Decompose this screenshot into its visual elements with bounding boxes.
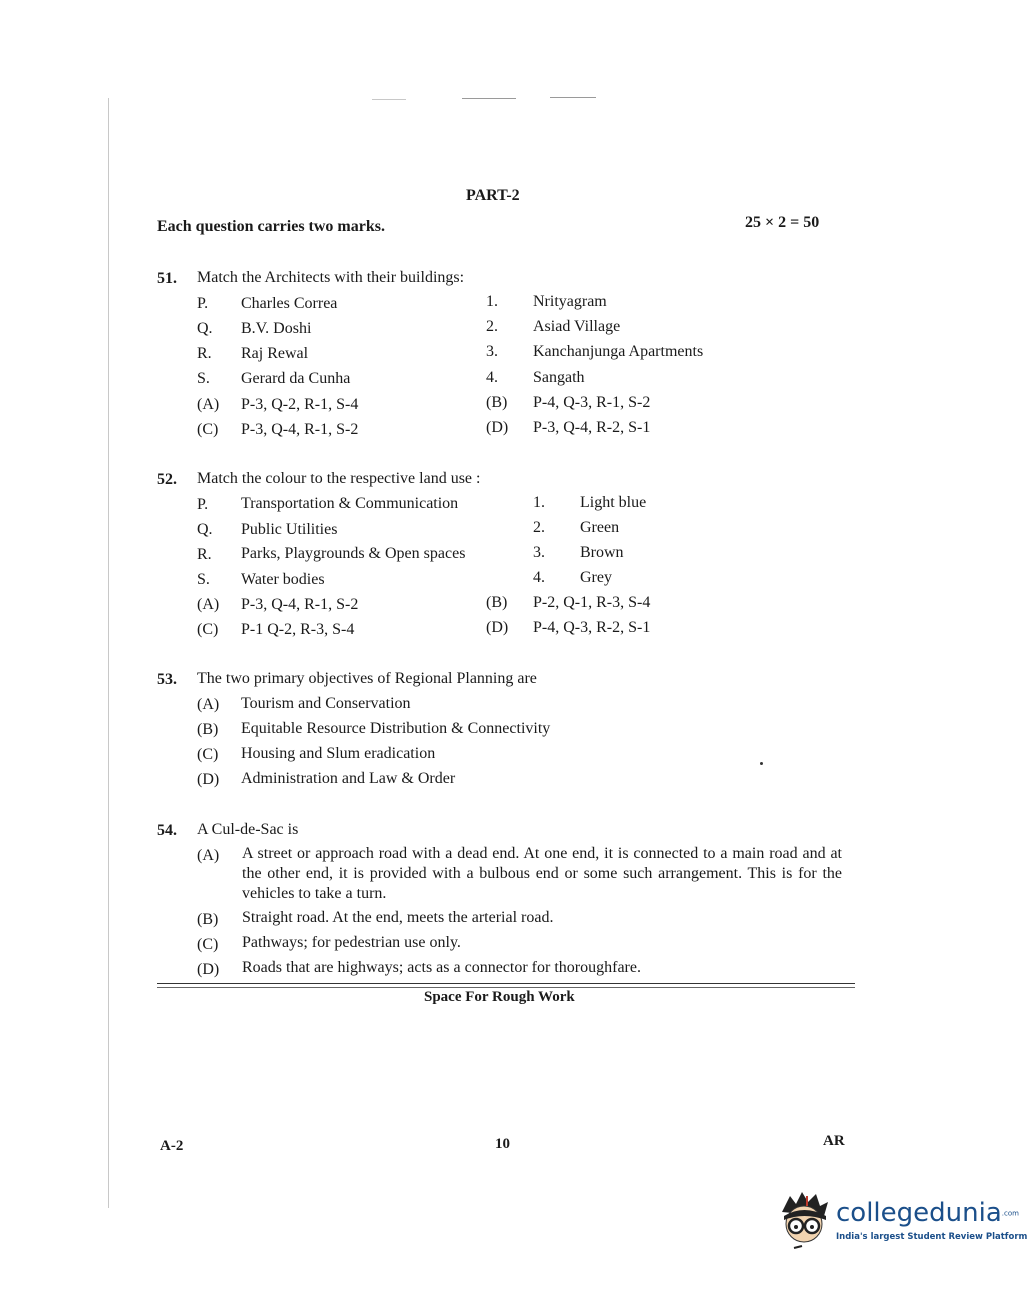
list-item: Gerard da Cunha [241, 370, 351, 387]
list-label: 2. [486, 318, 498, 335]
option-text: Housing and Slum eradication [241, 745, 436, 762]
instructions: Each question carries two marks. [157, 218, 385, 235]
list-item: Grey [580, 569, 612, 586]
option-label: (C) [197, 746, 219, 763]
option-text: P-3, Q-4, R-1, S-2 [241, 421, 359, 438]
part-title: PART-2 [466, 187, 520, 204]
list-item: Brown [580, 544, 624, 561]
list-item: Public Utilities [241, 521, 338, 538]
list-item: Nrityagram [533, 293, 607, 310]
list-label: P. [197, 295, 209, 312]
list-item: Raj Rewal [241, 345, 309, 362]
option-text: P-3, Q-4, R-2, S-1 [533, 419, 651, 436]
question-text: The two primary objectives of Regional Planning are [197, 670, 537, 687]
list-label: 4. [486, 369, 498, 386]
option-text: Tourism and Conservation [241, 695, 411, 712]
option-text: Equitable Resource Distribution & Connectivity [241, 720, 551, 737]
list-item: Parks, Playgrounds & Open spaces [241, 545, 466, 562]
logo-name: collegedunia [836, 1198, 1002, 1228]
list-item: Light blue [580, 494, 647, 511]
scan-mark [462, 98, 516, 99]
list-label: Q. [197, 320, 213, 337]
option-text: Pathways; for pedestrian use only. [242, 934, 461, 951]
list-label: P. [197, 496, 209, 513]
option-label: (D) [197, 961, 220, 978]
list-item: B.V. Doshi [241, 320, 312, 337]
option-text: P-3, Q-2, R-1, S-4 [241, 396, 359, 413]
list-label: R. [197, 546, 212, 563]
list-item: Sangath [533, 369, 585, 386]
footer-code: A-2 [160, 1138, 184, 1154]
binding-margin-line [108, 98, 109, 1208]
list-item: Water bodies [241, 571, 325, 588]
list-label: 1. [486, 293, 498, 310]
option-text: Straight road. At the end, meets the arterial road. [242, 909, 554, 926]
list-label: S. [197, 370, 210, 387]
option-text: P-3, Q-4, R-1, S-2 [241, 596, 359, 613]
option-text: Roads that are highways; acts as a connector for thoroughfare. [242, 959, 641, 976]
rough-work-label: Space For Rough Work [424, 989, 575, 1005]
collegedunia-logo[interactable] [776, 1190, 1028, 1254]
marks-total: 25 × 2 = 50 [745, 214, 820, 231]
option-label: (A) [197, 596, 220, 613]
option-label: (B) [486, 394, 508, 411]
scan-speck [760, 762, 763, 765]
page-number: 10 [495, 1136, 510, 1152]
list-label: 4. [533, 569, 545, 586]
option-text: Administration and Law & Order [241, 770, 456, 787]
list-item: Green [580, 519, 620, 536]
list-label: Q. [197, 521, 213, 538]
option-label: (A) [197, 696, 220, 713]
option-label: (C) [197, 936, 219, 953]
question-number: 53. [157, 671, 177, 688]
list-item: Asiad Village [533, 318, 621, 335]
question-number: 52. [157, 471, 177, 488]
option-label: (D) [486, 419, 509, 436]
question-number: 54. [157, 822, 177, 839]
option-label: (B) [486, 594, 508, 611]
list-label: 2. [533, 519, 545, 536]
list-label: 1. [533, 494, 545, 511]
divider [157, 987, 855, 988]
option-label: (B) [197, 721, 219, 738]
option-text: P-1 Q-2, R-3, S-4 [241, 621, 355, 638]
option-text: P-4, Q-3, R-2, S-1 [533, 619, 651, 636]
option-text: P-4, Q-3, R-1, S-2 [533, 394, 651, 411]
question-text: Match the Architects with their buildings: [197, 269, 465, 286]
logo-suffix: .com [1001, 1209, 1019, 1218]
option-label: (A) [197, 396, 220, 413]
list-item: Transportation & Communication [241, 495, 459, 512]
question-number: 51. [157, 270, 177, 287]
question-text: Match the colour to the respective land use : [197, 470, 481, 487]
footer-subject: AR [823, 1133, 845, 1149]
option-text: A street or approach road with a dead end. At one end, it is connected to a main road and at the other end, it is provided with a bulbous end or some such arrangement. This is for the vehicles to take a turn. [242, 845, 842, 902]
option-label: (A) [197, 847, 220, 864]
scan-mark [550, 97, 596, 98]
divider [157, 983, 855, 984]
option-label: (D) [486, 619, 509, 636]
list-label: 3. [533, 544, 545, 561]
mascot-icon [776, 1190, 834, 1252]
option-label: (C) [197, 421, 219, 438]
option-label: (C) [197, 621, 219, 638]
list-item: Kanchanjunga Apartments [533, 343, 704, 360]
list-label: S. [197, 571, 210, 588]
list-item: Charles Correa [241, 295, 338, 312]
list-label: R. [197, 345, 212, 362]
scan-mark [372, 99, 406, 100]
option-label: (D) [197, 771, 220, 788]
question-text: A Cul-de-Sac is [197, 821, 299, 838]
option-label: (B) [197, 911, 219, 928]
option-text: P-2, Q-1, R-3, S-4 [533, 594, 651, 611]
logo-wordmark [836, 1198, 1019, 1228]
logo-tagline: India's largest Student Review Platform [836, 1232, 1028, 1242]
list-label: 3. [486, 343, 498, 360]
